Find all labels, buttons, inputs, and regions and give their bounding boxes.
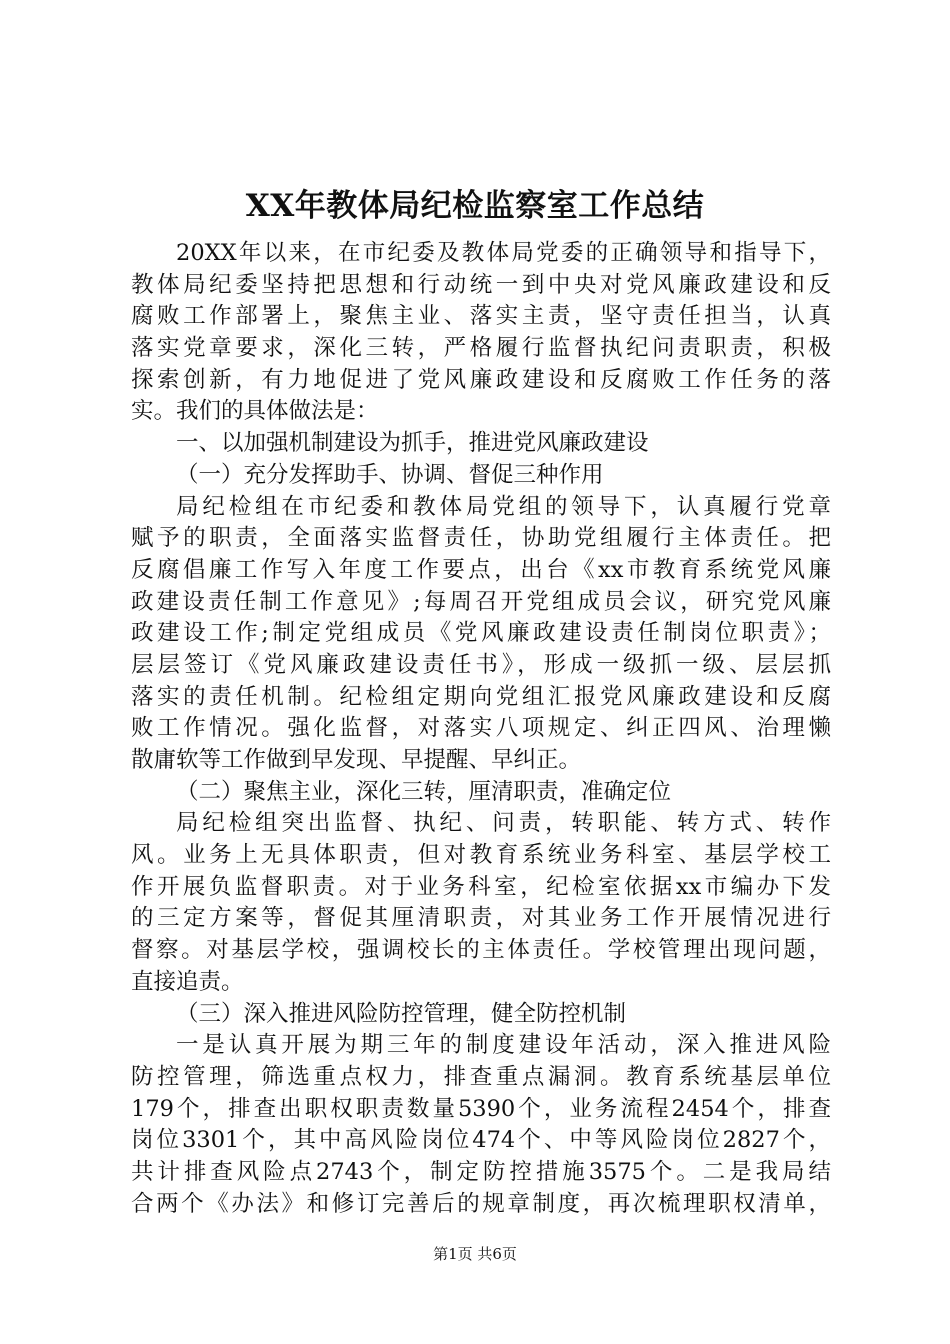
text-line: 直接追责。 [131, 968, 244, 995]
text-line: 层层签订《党风廉政建设责任书》，形成一级抓一级、层层抓 [131, 651, 831, 678]
text-line: （一）充分发挥助手、协调、督促三种作用 [176, 461, 604, 488]
text-line: 179个，排查出职权职责数量5390个，业务流程2454个，排查 [131, 1095, 831, 1122]
text-line: 作开展负监督职责。对于业务科室，纪检室依据xx市编办下发 [131, 873, 831, 900]
text-line: （二）聚焦主业，深化三转，厘清职责，准确定位 [176, 778, 672, 805]
document-body [131, 238, 831, 1220]
text-line: 防控管理，筛选重点权力，排查重点漏洞。教育系统基层单位 [131, 1063, 831, 1090]
text-line: 一是认真开展为期三年的制度建设年活动，深入推进风险 [176, 1032, 831, 1059]
text-line: 局纪检组突出监督、执纪、问责，转职能、转方式、转作 [176, 810, 831, 837]
text-line: 探索创新，有力地促进了党风廉政建设和反腐败工作任务的落 [131, 366, 831, 393]
text-line: 督察。对基层学校，强调校长的主体责任。学校管理出现问题， [131, 937, 831, 964]
text-line: 政建设责任制工作意见》;每周召开党组成员会议，研究党风廉 [131, 588, 831, 615]
text-line: 散庸软等工作做到早发现、早提醒、早纠正。 [131, 747, 582, 773]
text-line: 共计排查风险点2743个，制定防控措施3575个。二是我局结 [131, 1158, 831, 1185]
text-line: 败工作情况。强化监督，对落实八项规定、纠正四风、治理懒 [131, 715, 831, 742]
text-line: 岗位3301个，其中高风险岗位474个、中等风险岗位2827个， [131, 1127, 831, 1154]
text-line: 风。业务上无具体职责，但对教育系统业务科室、基层学校工 [131, 842, 831, 869]
page-footer: 第1页 共6页 [433, 1245, 517, 1263]
text-line: 一、以加强机制建设为抓手，推进党风廉政建设 [176, 430, 649, 457]
text-line: 落实党章要求，深化三转，严格履行监督执纪问责职责，积极 [131, 335, 831, 362]
text-line: 赋予的职责，全面落实监督责任，协助党组履行主体责任。把 [131, 525, 831, 552]
text-line: （三）深入推进风险防控管理，健全防控机制 [176, 1000, 627, 1027]
text-line: 实。我们的具体做法是： [131, 398, 379, 425]
text-line: 的三定方案等，督促其厘清职责，对其业务工作开展情况进行 [131, 905, 831, 932]
text-line: 腐败工作部署上，聚焦主业、落实主责，坚守责任担当，认真 [131, 303, 831, 330]
text-line: 局纪检组在市纪委和教体局党组的领导下，认真履行党章 [176, 493, 831, 520]
text-line: 落实的责任机制。纪检组定期向党组汇报党风廉政建设和反腐 [131, 683, 831, 710]
text-line: 教体局纪委坚持把思想和行动统一到中央对党风廉政建设和反 [131, 271, 831, 298]
text-line: 反腐倡廉工作写入年度工作要点，出台《xx市教育系统党风廉 [131, 556, 831, 583]
text-line: 政建设工作;制定党组成员《党风廉政建设责任制岗位职责》； [131, 620, 831, 647]
text-line: 合两个《办法》和修订完善后的规章制度，再次梳理职权清单， [131, 1190, 831, 1217]
document-title: XX年教体局纪检监察室工作总结 [245, 188, 705, 224]
text-line: 20XX年以来，在市纪委及教体局党委的正确领导和指导下， [176, 240, 831, 266]
